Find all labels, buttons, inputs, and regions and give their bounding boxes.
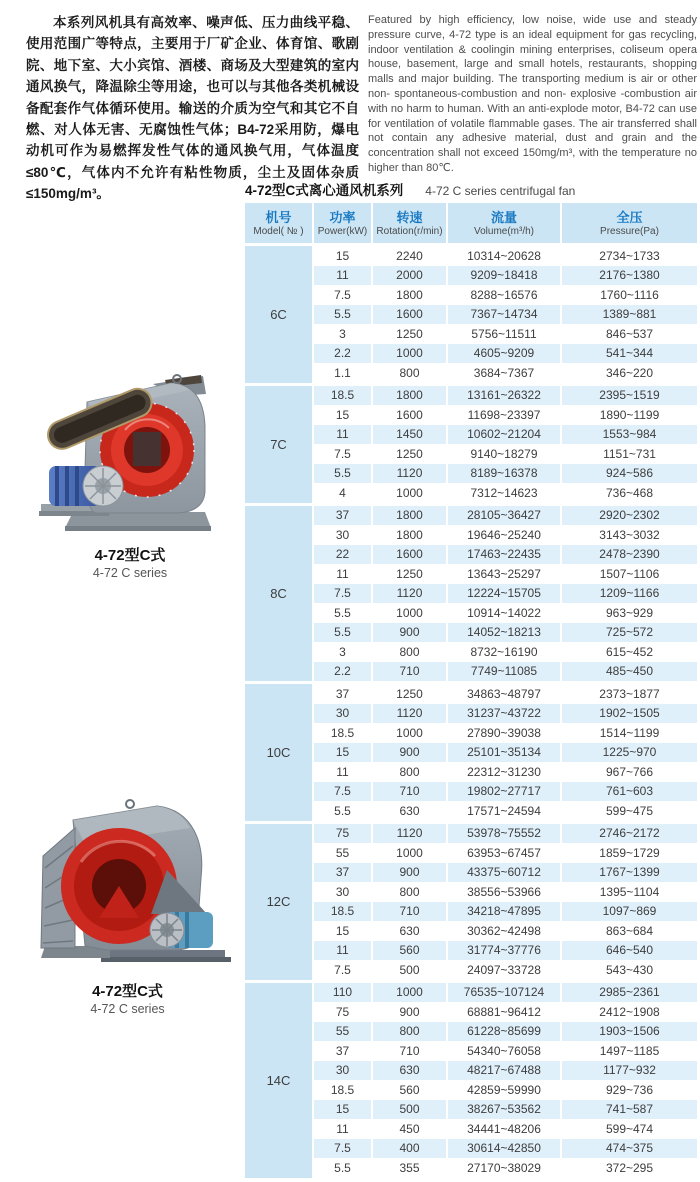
model-cell: 8C (245, 506, 312, 682)
table-cell: 963~929 (562, 603, 697, 623)
table-title-cn: 4-72型C式离心通风机系列 (245, 183, 404, 198)
table-cell: 736~468 (562, 483, 697, 503)
intro-paragraph-english: Featured by high efficiency, low noise, wide use and steady pressure curve, 4-72 type is an ideal equipment for gas recycling, indoor ventilation & coolingin mining enterprises, coliseum opera house, basement, large and small hotels, restaurants, shopping malls and major building. The transporting medium is air or other non- spontaneous-combustion and non- explosive -combustion air with no harm to human. With an anti-explode motor, B4-72 can use for ventilation of volatile flammable gases. The air transferred shall not contain any adhesive material, dust and grain and the concentration shall not exceed 150mg/m³, with the temperature no higher than 80℃. (368, 14, 697, 174)
table-cell: 5.5 (314, 305, 371, 325)
column-header (562, 203, 697, 243)
table-cell: 15 (314, 405, 371, 425)
table-row (314, 1139, 697, 1159)
table-cell: 31237~43722 (448, 704, 560, 724)
table-cell: 11698~23397 (448, 405, 560, 425)
table-cell: 5.5 (314, 464, 371, 484)
table-cell: 55 (314, 843, 371, 863)
product-caption-2-cn: 4-72型C式 (92, 983, 163, 1000)
table-cell: 2412~1908 (562, 1002, 697, 1022)
table-row (314, 525, 697, 545)
table-cell: 17463~22435 (448, 545, 560, 565)
table-cell: 18.5 (314, 902, 371, 922)
table-cell: 13161~26322 (448, 386, 560, 406)
table-row (314, 1119, 697, 1139)
table-cell: 630 (373, 921, 446, 941)
model-section-12C (245, 824, 697, 980)
table-cell: 2746~2172 (562, 824, 697, 844)
table-cell: 1000 (373, 483, 446, 503)
table-cell: 11 (314, 941, 371, 961)
table-cell: 599~475 (562, 801, 697, 821)
table-row (314, 843, 697, 863)
table-cell: 560 (373, 941, 446, 961)
table-cell: 18.5 (314, 1080, 371, 1100)
table-cell: 1902~1505 (562, 704, 697, 724)
table-row (314, 584, 697, 604)
table-cell: 1497~1185 (562, 1041, 697, 1061)
table-cell: 1177~932 (562, 1061, 697, 1081)
model-cell: 7C (245, 386, 312, 503)
table-cell: 30614~42850 (448, 1139, 560, 1159)
table-cell: 15 (314, 921, 371, 941)
table-row (314, 1022, 697, 1042)
table-cell: 27890~39038 (448, 723, 560, 743)
table-cell: 11 (314, 564, 371, 584)
table-cell: 43375~60712 (448, 863, 560, 883)
section-rows (314, 506, 697, 682)
table-title (245, 179, 697, 199)
table-cell: 761~603 (562, 782, 697, 802)
table-cell: 500 (373, 960, 446, 980)
table-cell: 1151~731 (562, 444, 697, 464)
table-row (314, 425, 697, 445)
table-row (314, 405, 697, 425)
table-cell: 61228~85699 (448, 1022, 560, 1042)
table-row (314, 1158, 697, 1178)
section-rows (314, 824, 697, 980)
table-cell: 15 (314, 1100, 371, 1120)
table-cell: 5.5 (314, 1158, 371, 1178)
table-cell: 1514~1199 (562, 723, 697, 743)
table-row (314, 1002, 697, 1022)
table-cell: 3 (314, 324, 371, 344)
column-header-cn: 流量 (490, 209, 517, 225)
table-cell: 11 (314, 425, 371, 445)
model-cell: 10C (245, 684, 312, 821)
table-cell: 967~766 (562, 762, 697, 782)
table-cell: 37 (314, 1041, 371, 1061)
table-cell: 900 (373, 623, 446, 643)
table-cell: 599~474 (562, 1119, 697, 1139)
column-header-cn: 转速 (396, 209, 423, 225)
column-header (245, 203, 312, 243)
table-title-en: 4-72 C series centrifugal fan (425, 184, 576, 198)
table-cell: 2240 (373, 246, 446, 266)
table-cell: 18.5 (314, 386, 371, 406)
table-cell: 7.5 (314, 960, 371, 980)
table-cell: 30 (314, 704, 371, 724)
table-cell: 1000 (373, 603, 446, 623)
column-header (448, 203, 560, 243)
table-cell: 615~452 (562, 642, 697, 662)
table-cell: 372~295 (562, 1158, 697, 1178)
table-row (314, 483, 697, 503)
table-cell: 37 (314, 506, 371, 526)
table-cell: 1389~881 (562, 305, 697, 325)
table-cell: 10314~20628 (448, 246, 560, 266)
product-caption-1-en: 4-72 C series (92, 566, 168, 580)
table-cell: 1450 (373, 425, 446, 445)
table-cell: 9140~18279 (448, 444, 560, 464)
table-cell: 543~430 (562, 960, 697, 980)
table-row (314, 662, 697, 682)
product-photo-1 (25, 370, 235, 542)
table-row (314, 363, 697, 383)
table-cell: 710 (373, 902, 446, 922)
table-cell: 12224~15705 (448, 584, 560, 604)
table-cell: 1250 (373, 444, 446, 464)
table-cell: 630 (373, 801, 446, 821)
table-row (314, 246, 697, 266)
table-cell: 53978~75552 (448, 824, 560, 844)
column-header-en: Model( № ) (253, 225, 304, 237)
table-row (314, 960, 697, 980)
centrifugal-fan-illustration-1 (25, 370, 235, 542)
table-row (314, 704, 697, 724)
table-cell: 1395~1104 (562, 882, 697, 902)
table-cell: 5.5 (314, 801, 371, 821)
table-cell: 1800 (373, 525, 446, 545)
table-cell: 1507~1106 (562, 564, 697, 584)
table-cell: 929~736 (562, 1080, 697, 1100)
table-cell: 2395~1519 (562, 386, 697, 406)
table-cell: 8189~16378 (448, 464, 560, 484)
product-caption-1 (25, 546, 235, 581)
table-row (314, 921, 697, 941)
table-cell: 1250 (373, 564, 446, 584)
table-cell: 15 (314, 246, 371, 266)
table-cell: 10602~21204 (448, 425, 560, 445)
table-cell: 63953~67457 (448, 843, 560, 863)
table-cell: 28105~36427 (448, 506, 560, 526)
table-row (314, 684, 697, 704)
table-cell: 924~586 (562, 464, 697, 484)
table-cell: 1250 (373, 684, 446, 704)
table-cell: 1120 (373, 584, 446, 604)
table-cell: 1.1 (314, 363, 371, 383)
table-cell: 646~540 (562, 941, 697, 961)
table-cell: 800 (373, 363, 446, 383)
table-cell: 7.5 (314, 285, 371, 305)
table-cell: 1250 (373, 324, 446, 344)
table-cell: 2373~1877 (562, 684, 697, 704)
table-cell: 1000 (373, 843, 446, 863)
table-cell: 7749~11085 (448, 662, 560, 682)
table-cell: 19802~27717 (448, 782, 560, 802)
table-cell: 846~537 (562, 324, 697, 344)
table-cell: 4605~9209 (448, 344, 560, 364)
table-cell: 7.5 (314, 782, 371, 802)
table-row (314, 743, 697, 763)
table-cell: 3684~7367 (448, 363, 560, 383)
table-row (314, 762, 697, 782)
table-cell: 800 (373, 1022, 446, 1042)
table-row (314, 863, 697, 883)
table-cell: 400 (373, 1139, 446, 1159)
column-header-en: Volume(m³/h) (473, 225, 534, 237)
table-cell: 75 (314, 824, 371, 844)
table-cell: 710 (373, 782, 446, 802)
table-cell: 13643~25297 (448, 564, 560, 584)
table-cell: 15 (314, 743, 371, 763)
table-cell: 1800 (373, 386, 446, 406)
table-cell: 30 (314, 882, 371, 902)
model-cell: 14C (245, 983, 312, 1178)
table-row (314, 506, 697, 526)
table-cell: 76535~107124 (448, 983, 560, 1003)
table-cell: 7367~14734 (448, 305, 560, 325)
table-cell: 710 (373, 1041, 446, 1061)
table-row (314, 285, 697, 305)
table-row (314, 1061, 697, 1081)
product-caption-1-cn: 4-72型C式 (94, 547, 166, 564)
table-cell: 31774~37776 (448, 941, 560, 961)
section-rows (314, 386, 697, 503)
table-cell: 1600 (373, 545, 446, 565)
table-cell: 474~375 (562, 1139, 697, 1159)
section-rows (314, 246, 697, 383)
table-row (314, 324, 697, 344)
column-header-cn: 全压 (616, 209, 643, 225)
table-cell: 2.2 (314, 662, 371, 682)
model-cell: 12C (245, 824, 312, 980)
table-row (314, 882, 697, 902)
table-row (314, 464, 697, 484)
table-cell: 9209~18418 (448, 266, 560, 286)
table-cell: 1859~1729 (562, 843, 697, 863)
spec-table-body (245, 246, 697, 1178)
table-cell: 1209~1166 (562, 584, 697, 604)
table-cell: 11 (314, 762, 371, 782)
table-cell: 48217~67488 (448, 1061, 560, 1081)
table-cell: 17571~24594 (448, 801, 560, 821)
table-cell: 4 (314, 483, 371, 503)
table-cell: 1000 (373, 723, 446, 743)
table-cell: 1120 (373, 464, 446, 484)
table-cell: 24097~33728 (448, 960, 560, 980)
table-row (314, 545, 697, 565)
table-row (314, 902, 697, 922)
table-cell: 2985~2361 (562, 983, 697, 1003)
table-row (314, 1100, 697, 1120)
product-caption-2 (15, 982, 240, 1017)
table-cell: 1000 (373, 983, 446, 1003)
table-cell: 7.5 (314, 584, 371, 604)
table-row (314, 623, 697, 643)
table-cell: 741~587 (562, 1100, 697, 1120)
table-cell: 1890~1199 (562, 405, 697, 425)
table-cell: 800 (373, 762, 446, 782)
table-cell: 355 (373, 1158, 446, 1178)
table-cell: 42859~59990 (448, 1080, 560, 1100)
table-row (314, 266, 697, 286)
table-cell: 3 (314, 642, 371, 662)
table-row (314, 564, 697, 584)
table-cell: 1225~970 (562, 743, 697, 763)
table-cell: 34218~47895 (448, 902, 560, 922)
table-row (314, 983, 697, 1003)
product-caption-2-en: 4-72 C series (90, 1002, 165, 1016)
table-cell: 725~572 (562, 623, 697, 643)
table-cell: 3143~3032 (562, 525, 697, 545)
table-cell: 5.5 (314, 603, 371, 623)
table-cell: 800 (373, 882, 446, 902)
table-cell: 30362~42498 (448, 921, 560, 941)
column-header-cn: 功率 (329, 209, 356, 225)
table-cell: 1800 (373, 285, 446, 305)
column-header (314, 203, 371, 243)
table-row (314, 386, 697, 406)
table-row (314, 344, 697, 364)
model-section-7C (245, 386, 697, 503)
section-rows (314, 983, 697, 1178)
table-cell: 30 (314, 525, 371, 545)
table-cell: 8288~16576 (448, 285, 560, 305)
table-cell: 19646~25240 (448, 525, 560, 545)
table-cell: 2176~1380 (562, 266, 697, 286)
table-cell: 2478~2390 (562, 545, 697, 565)
table-cell: 2920~2302 (562, 506, 697, 526)
table-cell: 8732~16190 (448, 642, 560, 662)
spec-table-header (245, 203, 697, 243)
table-cell: 1767~1399 (562, 863, 697, 883)
table-cell: 11 (314, 1119, 371, 1139)
table-cell: 1120 (373, 704, 446, 724)
model-section-10C (245, 684, 697, 821)
table-row (314, 1080, 697, 1100)
table-cell: 5.5 (314, 623, 371, 643)
table-cell: 2000 (373, 266, 446, 286)
table-row (314, 444, 697, 464)
table-cell: 75 (314, 1002, 371, 1022)
table-cell: 1120 (373, 824, 446, 844)
product-photo-2 (15, 798, 240, 978)
table-cell: 7312~14623 (448, 483, 560, 503)
column-header-en: Power(kW) (317, 225, 368, 237)
table-cell: 11 (314, 266, 371, 286)
model-section-14C (245, 983, 697, 1178)
intro-paragraph-chinese: 本系列风机具有高效率、噪声低、压力曲线平稳、使用范围广等特点，主要用于厂矿企业、体育馆、歌剧院、地下室、大小宾馆、酒楼、商场及大型建筑的室内通风换气，降温除尘等用途，也可以与其他各类机械设备配套作气体循环使用。输送的介质为空气和其它不自燃、对人体无害、无腐蚀性气体；B4-72采用防，爆电动机可作为易燃挥发性气体的通风换气用，气体温度≤80℃，气体内不允许有粘性物质，尘土及固体杂质≤150mg/m³。 (26, 15, 359, 202)
table-cell: 900 (373, 743, 446, 763)
table-cell: 900 (373, 1002, 446, 1022)
table-cell: 500 (373, 1100, 446, 1120)
table-cell: 1097~869 (562, 902, 697, 922)
table-cell: 34441~48206 (448, 1119, 560, 1139)
model-section-8C (245, 506, 697, 682)
table-cell: 2734~1733 (562, 246, 697, 266)
table-cell: 37 (314, 684, 371, 704)
table-cell: 38556~53966 (448, 882, 560, 902)
table-cell: 25101~35134 (448, 743, 560, 763)
table-row (314, 603, 697, 623)
table-cell: 68881~96412 (448, 1002, 560, 1022)
table-cell: 14052~18213 (448, 623, 560, 643)
table-cell: 110 (314, 983, 371, 1003)
table-cell: 7.5 (314, 1139, 371, 1159)
table-cell: 710 (373, 662, 446, 682)
table-cell: 800 (373, 642, 446, 662)
table-cell: 22312~31230 (448, 762, 560, 782)
model-section-6C (245, 246, 697, 383)
table-cell: 900 (373, 863, 446, 883)
section-rows (314, 684, 697, 821)
table-cell: 1760~1116 (562, 285, 697, 305)
table-cell: 10914~14022 (448, 603, 560, 623)
table-row (314, 941, 697, 961)
table-cell: 7.5 (314, 444, 371, 464)
table-cell: 34863~48797 (448, 684, 560, 704)
table-row (314, 642, 697, 662)
table-cell: 1553~984 (562, 425, 697, 445)
table-cell: 346~220 (562, 363, 697, 383)
model-cell: 6C (245, 246, 312, 383)
table-cell: 863~684 (562, 921, 697, 941)
table-cell: 560 (373, 1080, 446, 1100)
column-header-en: Pressure(Pa) (600, 225, 659, 237)
spec-table (245, 203, 697, 1178)
centrifugal-fan-illustration-2 (15, 798, 240, 978)
table-cell: 1600 (373, 405, 446, 425)
table-cell: 1800 (373, 506, 446, 526)
table-cell: 1600 (373, 305, 446, 325)
table-row (314, 801, 697, 821)
table-cell: 1000 (373, 344, 446, 364)
table-cell: 54340~76058 (448, 1041, 560, 1061)
table-cell: 5756~11511 (448, 324, 560, 344)
table-cell: 22 (314, 545, 371, 565)
table-cell: 37 (314, 863, 371, 883)
table-cell: 38267~53562 (448, 1100, 560, 1120)
table-cell: 450 (373, 1119, 446, 1139)
table-cell: 630 (373, 1061, 446, 1081)
column-header-cn: 机号 (265, 209, 292, 225)
table-row (314, 782, 697, 802)
table-cell: 30 (314, 1061, 371, 1081)
table-cell: 27170~38029 (448, 1158, 560, 1178)
table-cell: 18.5 (314, 723, 371, 743)
column-header-en: Rotation(r/min) (376, 225, 443, 237)
table-row (314, 824, 697, 844)
table-row (314, 305, 697, 325)
table-cell: 1903~1506 (562, 1022, 697, 1042)
table-row (314, 723, 697, 743)
table-cell: 485~450 (562, 662, 697, 682)
table-cell: 2.2 (314, 344, 371, 364)
table-cell: 55 (314, 1022, 371, 1042)
table-cell: 541~344 (562, 344, 697, 364)
column-header (373, 203, 446, 243)
table-row (314, 1041, 697, 1061)
